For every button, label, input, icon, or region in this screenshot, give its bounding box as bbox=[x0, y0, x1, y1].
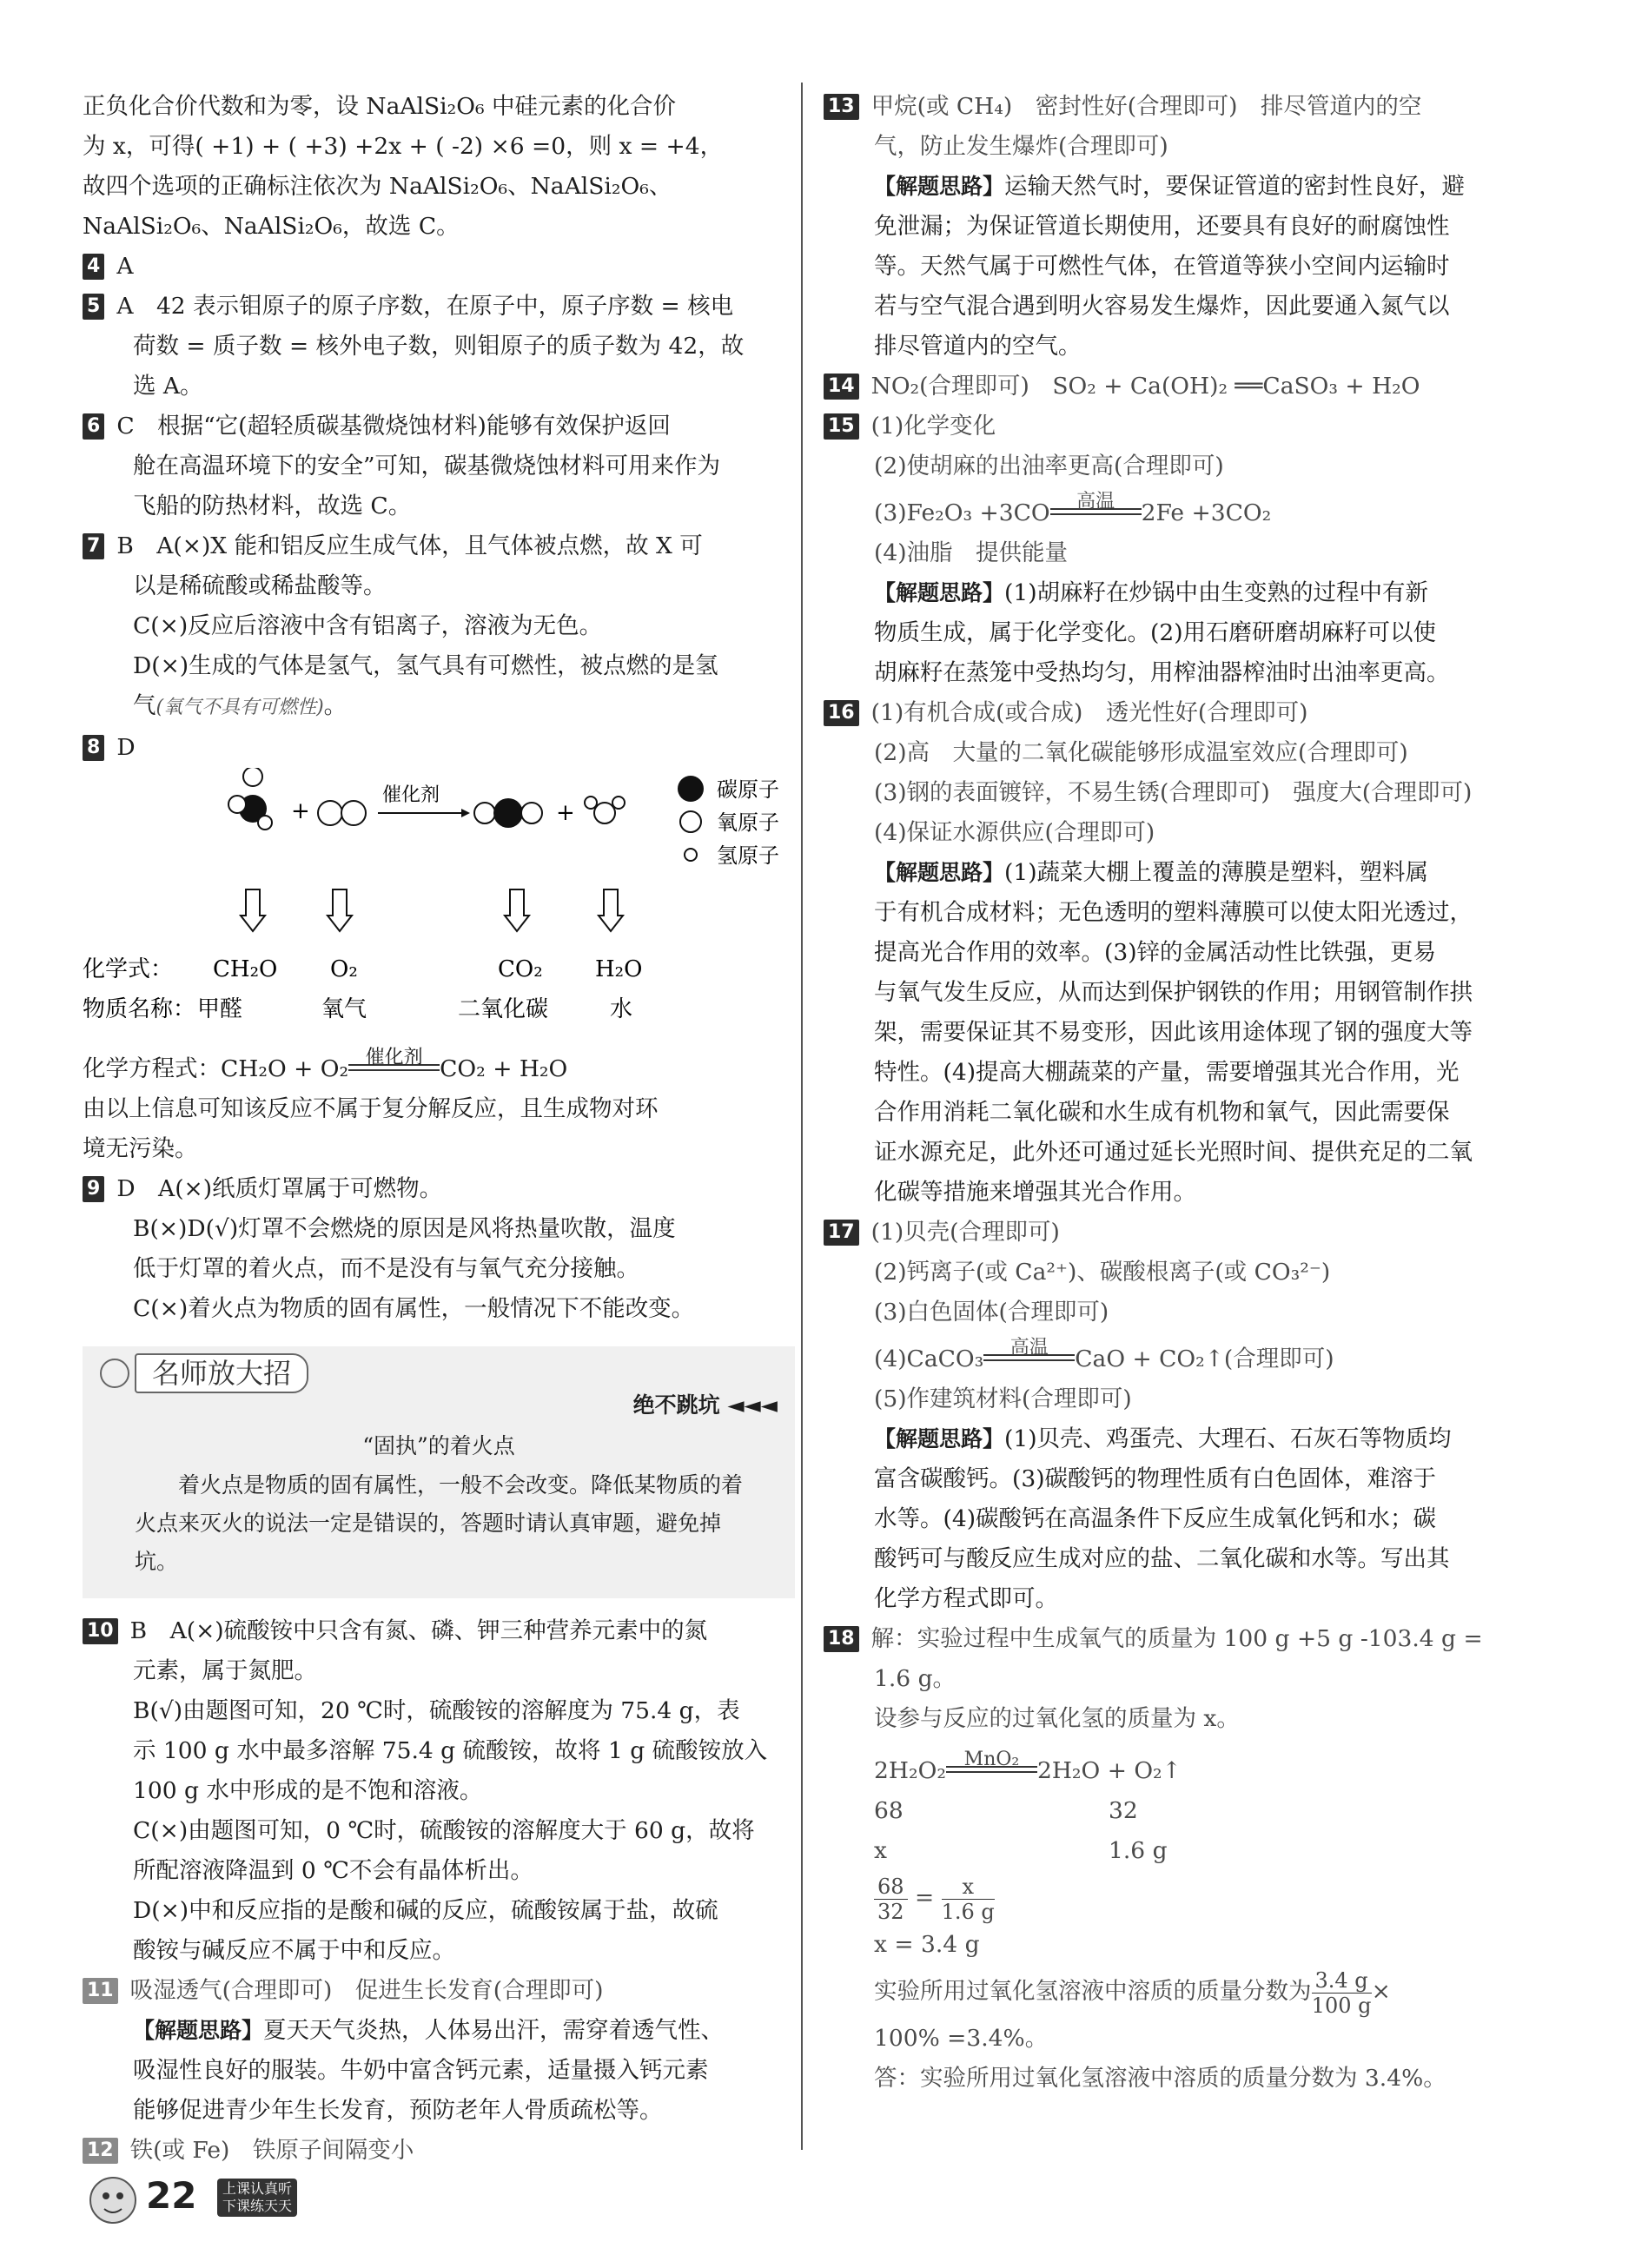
q13-text: 若与空气混合遇到明火容易发生爆炸，因此要通入氮气以 bbox=[874, 293, 1450, 320]
q15-text: 【解题思路】(1)胡麻籽在炒锅中由生变熟的过程中有新 bbox=[874, 579, 1429, 606]
q16-text: (3)钢的表面镀锌，不易生锈(合理即可) 强度大(合理即可) bbox=[874, 779, 1473, 806]
oxygen-atom bbox=[521, 803, 542, 823]
answer-text: B A(×)硫酸铵中只含有氮、磷、钾三种营养元素中的氮 bbox=[129, 1617, 708, 1644]
q10-text: 酸铵与碱反应不属于中和反应。 bbox=[133, 1937, 455, 1964]
question-number: 15 bbox=[824, 413, 859, 440]
handwritten-note: (氧气不具有可燃性) bbox=[156, 697, 324, 718]
answer-text: (1)贝壳(合理即可) bbox=[870, 1219, 1060, 1246]
q10-text: 元素，属于氮肥。 bbox=[133, 1657, 317, 1684]
q11-text: 能够促进青少年生长发育，预防老年人骨质疏松等。 bbox=[133, 2097, 663, 2124]
q10-text: B(√)由题图可知，20 ℃时，硫酸铵的溶解度为 75.4 g，表 bbox=[133, 1697, 740, 1724]
plus-sign: + bbox=[556, 800, 575, 826]
q17-text: (3)白色固体(合理即可) bbox=[874, 1299, 1109, 1326]
q9-text: 低于灯罩的着火点，而不是没有与氧气充分接触。 bbox=[133, 1255, 639, 1282]
oxygen-atom bbox=[318, 801, 342, 825]
q13-text: 免泄漏；为保证管道长期使用，还要具有良好的耐腐蚀性 bbox=[874, 213, 1450, 240]
q18-text: x = 3.4 g bbox=[874, 1931, 980, 1958]
name-label: 物质名称： bbox=[83, 996, 196, 1022]
answer-text: D bbox=[116, 734, 136, 761]
q17-answer bbox=[824, 1213, 1529, 1253]
q13-text: 气，防止发生爆炸(合理即可) bbox=[874, 133, 1168, 160]
q13-answer bbox=[824, 87, 1529, 127]
reaction-diagram bbox=[83, 768, 791, 1028]
question-number: 18 bbox=[824, 1626, 859, 1652]
hydrogen-atom bbox=[258, 816, 272, 830]
catalyst-label: 催化剂 bbox=[382, 784, 440, 806]
q15-answer bbox=[824, 407, 1529, 446]
legend-carbon: 碳原子 bbox=[717, 777, 779, 802]
q5-text: 选 A。 bbox=[133, 373, 203, 400]
tip-tag: 绝不跳坑 ◄◄◄ bbox=[632, 1392, 778, 1418]
equation-condition: 高温 bbox=[1009, 1337, 1049, 1359]
q13-text: 【解题思路】运输天然气时，要保证管道的密封性良好，避 bbox=[874, 173, 1466, 200]
reaction-arrowhead bbox=[461, 809, 470, 817]
question-number: 17 bbox=[824, 1220, 859, 1246]
q17-text: 化学方程式即可。 bbox=[874, 1585, 1058, 1612]
q6-text: 舱在高温环境下的安全”可知，碳基微烧蚀材料可用来作为 bbox=[133, 453, 721, 479]
q17-text: (2)钙离子(或 Ca²⁺)、碳酸根离子(或 CO₃²⁻) bbox=[874, 1259, 1331, 1286]
question-number: 14 bbox=[824, 374, 859, 400]
formula-ch2o: CH₂O bbox=[213, 956, 278, 982]
question-number: 16 bbox=[824, 700, 859, 726]
q18-text: 答：实验所用过氧化氢溶液中溶质的质量分数为 3.4%。 bbox=[874, 2065, 1446, 2092]
q10-text: D(×)中和反应指的是酸和碱的反应，硫酸铵属于盐，故硫 bbox=[133, 1897, 718, 1924]
legend-oxygen: 氧原子 bbox=[717, 810, 779, 835]
equation-arrow bbox=[946, 1749, 1037, 1773]
fraction: $\frac{x}{1.6 g}$ bbox=[941, 1874, 995, 1924]
q17-equation: (4)CaCO₃ 高温 CaO + CO₂↑(合理即可) bbox=[824, 1339, 1529, 1379]
q3-text: 为 x，可得( +1) + ( +3) +2x + ( -2) ×6 =0，则 x = +4， bbox=[83, 133, 724, 160]
q10-text: C(×)由题图可知，0 ℃时，硫酸铵的溶解度大于 60 g，故将 bbox=[133, 1817, 755, 1844]
q16-text: 【解题思路】(1)蔬菜大棚上覆盖的薄膜是塑料，塑料属 bbox=[874, 859, 1429, 886]
equation-arrow bbox=[1050, 491, 1142, 515]
tip-box bbox=[83, 1346, 795, 1598]
q17-text: 【解题思路】(1)贝壳、鸡蛋壳、大理石、石灰石等物质均 bbox=[874, 1425, 1452, 1452]
q18-text: 设参与反应的过氧化氢的质量为 x。 bbox=[874, 1705, 1240, 1732]
reasoning-heading: 【解题思路】 bbox=[874, 860, 1005, 885]
q16-text: 架，需要保证其不易变形，因此该用途体现了钢的强度大等 bbox=[874, 1019, 1473, 1046]
answer-text: B A(×)X 能和铝反应生成气体，且气体被点燃，故 X 可 bbox=[116, 532, 703, 559]
name-water: 水 bbox=[610, 996, 633, 1022]
answer-text: A bbox=[116, 253, 134, 280]
q16-text: 合作用消耗二氧化碳和水生成有机物和氧气，因此需要保 bbox=[874, 1099, 1450, 1126]
equation-condition: MnO₂ bbox=[963, 1749, 1020, 1770]
formula-h2o: H₂O bbox=[595, 956, 643, 982]
q13-text: 排尽管道内的空气。 bbox=[874, 333, 1082, 360]
q6-text: 飞船的防热材料，故选 C。 bbox=[133, 493, 412, 519]
equation-condition: 催化剂 bbox=[365, 1047, 423, 1068]
q18-ratio-row: 68 32 bbox=[874, 1797, 1138, 1824]
oxygen-atom bbox=[594, 803, 615, 823]
q11-text: 吸湿性良好的服装。牛奶中富含钙元素，适量摄入钙元素 bbox=[133, 2057, 709, 2084]
q15-equation: (3)Fe₂O₃ +3CO 高温 2Fe +3CO₂ bbox=[824, 493, 1529, 533]
q18-text: 1.6 g。 bbox=[874, 1665, 957, 1692]
q16-text: 化碳等措施来增强其光合作用。 bbox=[874, 1179, 1196, 1206]
answer-text: A 42 表示钼原子的原子序数，在原子中，原子序数 = 核电 bbox=[116, 293, 734, 320]
q18-proportion: $\frac{68}{32}$ = $\frac{x}{1.6 g}$ bbox=[824, 1871, 1529, 1925]
question-number: 8 bbox=[83, 735, 104, 761]
tip-title: 名师放大招 bbox=[135, 1353, 308, 1393]
oxygen-atom bbox=[228, 796, 246, 813]
q11-answer bbox=[83, 1971, 791, 2011]
q18-equation: 2H₂O₂ MnO₂ 2H₂O + O₂↑ bbox=[824, 1751, 1529, 1791]
down-arrow-icon bbox=[599, 889, 623, 931]
q3-text: NaAlSi₂O₆、NaAlSi₂O₆，故选 C。 bbox=[83, 213, 460, 240]
page-number: 22 bbox=[146, 2174, 197, 2217]
q4-answer bbox=[83, 247, 791, 287]
answer-text: 铁(或 Fe) 铁原子间隔变小 bbox=[129, 2137, 414, 2164]
q7-text: 气(氧气不具有可燃性)。 bbox=[133, 692, 348, 719]
footer-slogan bbox=[217, 2179, 297, 2217]
q7-text: C(×)反应后溶液中含有铝离子，溶液为无色。 bbox=[133, 612, 603, 639]
hydrogen-atom bbox=[612, 797, 625, 809]
answer-text: C 根据“它(超轻质碳基微烧蚀材料)能够有效保护返回 bbox=[116, 413, 671, 440]
q10-text: 100 g 水中形成的是不饱和溶液。 bbox=[133, 1777, 483, 1804]
question-number: 5 bbox=[83, 294, 104, 320]
q16-text: (2)高 大量的二氧化碳能够形成温室效应(合理即可) bbox=[874, 739, 1408, 766]
q8-answer bbox=[83, 728, 791, 768]
equation-arrow bbox=[983, 1337, 1075, 1361]
q7-text: D(×)生成的气体是氢气，氢气具有可燃性，被点燃的是氢 bbox=[133, 652, 718, 679]
answer-text: (1)化学变化 bbox=[870, 413, 996, 440]
legend-hydrogen: 氢原子 bbox=[717, 843, 779, 868]
q3-text: 正负化合价代数和为零，设 NaAlSi₂O₆ 中硅元素的化合价 bbox=[83, 93, 677, 120]
legend-carbon-icon bbox=[678, 776, 704, 802]
answer-text: NO₂(合理即可) SO₂ + Ca(OH)₂ ══CaSO₃ + H₂O bbox=[870, 373, 1420, 400]
q10-answer bbox=[83, 1611, 791, 1651]
mascot-logo-icon bbox=[83, 2161, 143, 2239]
q15-text: (4)油脂 提供能量 bbox=[874, 539, 1069, 566]
oxygen-atom bbox=[341, 801, 366, 825]
q11-text: 【解题思路】夏天天气炎热，人体易出汗，需穿着透气性、 bbox=[133, 2017, 725, 2044]
q18-ratio-row: x 1.6 g bbox=[874, 1837, 1168, 1864]
right-column bbox=[824, 87, 1529, 2099]
q17-text: 富含碳酸钙。(3)碳酸钙的物理性质有白色固体，难溶于 bbox=[874, 1465, 1437, 1492]
name-oxygen: 氧气 bbox=[321, 996, 367, 1022]
left-column bbox=[83, 87, 791, 1329]
reasoning-heading: 【解题思路】 bbox=[133, 2018, 264, 2043]
q17-text: (5)作建筑材料(合理即可) bbox=[874, 1385, 1132, 1412]
tip-badge-icon bbox=[100, 1359, 129, 1388]
q16-answer bbox=[824, 693, 1529, 733]
name-formaldehyde: 甲醛 bbox=[197, 996, 243, 1022]
question-number: 6 bbox=[83, 413, 104, 440]
q8-text: 由以上信息可知该反应不属于复分解反应，且生成物对环 bbox=[83, 1095, 659, 1122]
plus-sign: + bbox=[291, 798, 310, 824]
tip-body: 着火点是物质的固有属性，一般不会改变。降低某物质的着火点来灭火的说法一定是错误的，答题时请认真审题，避免掉坑。 bbox=[135, 1472, 744, 1574]
legend-oxygen-icon bbox=[680, 811, 701, 832]
q17-text: 水等。(4)碳酸钙在高温条件下反应生成氧化钙和水；碳 bbox=[874, 1505, 1437, 1532]
formula-label: 化学式： bbox=[83, 956, 174, 982]
q14-answer bbox=[824, 367, 1529, 407]
reasoning-heading: 【解题思路】 bbox=[874, 174, 1005, 199]
fraction: $\frac{3.4 g}{100 g}$ bbox=[1311, 1967, 1372, 2018]
q18-answer bbox=[824, 1619, 1529, 1659]
fraction: $\frac{68}{32}$ bbox=[874, 1875, 908, 1924]
question-number: 12 bbox=[83, 2138, 118, 2164]
q5-text: 荷数 = 质子数 = 核外电子数，则钼原子的质子数为 42，故 bbox=[133, 333, 745, 360]
question-number: 4 bbox=[83, 254, 104, 280]
answer-text: 解：实验过程中生成氧气的质量为 100 g +5 g -103.4 g = bbox=[870, 1625, 1483, 1652]
molecule-diagram bbox=[83, 768, 791, 1028]
oxygen-atom bbox=[474, 803, 495, 823]
question-number: 9 bbox=[83, 1176, 104, 1202]
q15-text: 胡麻籽在蒸笼中受热均匀，用榨油器榨油时出油率更高。 bbox=[874, 659, 1450, 686]
q16-text: (4)保证水源供应(合理即可) bbox=[874, 819, 1155, 846]
equation-arrow bbox=[348, 1047, 440, 1071]
q7-text: 以是稀硫酸或稀盐酸等。 bbox=[133, 572, 387, 599]
formula-co2: CO₂ bbox=[498, 956, 543, 982]
tip-subtitle: “固执”的着火点 bbox=[362, 1433, 515, 1458]
left-column-lower bbox=[83, 1611, 791, 2171]
q7-answer bbox=[83, 526, 791, 566]
q15-text: (2)使胡麻的出油率更高(合理即可) bbox=[874, 453, 1224, 479]
column-divider bbox=[801, 83, 803, 2150]
equation-condition: 高温 bbox=[1076, 491, 1115, 512]
reasoning-heading: 【解题思路】 bbox=[874, 580, 1005, 605]
down-arrow-icon bbox=[505, 889, 529, 931]
q16-text: 于有机合成材料；无色透明的塑料薄膜可以使太阳光透过， bbox=[874, 899, 1473, 926]
q6-answer bbox=[83, 407, 791, 446]
q16-text: 与氧气发生反应，从而达到保护钢铁的作用；用钢管制作拱 bbox=[874, 979, 1473, 1006]
name-co2: 二氧化碳 bbox=[458, 996, 549, 1022]
q13-text: 等。天然气属于可燃性气体，在管道等狭小空间内运输时 bbox=[874, 253, 1450, 280]
q16-text: 提高光合作用的效率。(3)锌的金属活动性比铁强，更易 bbox=[874, 939, 1437, 966]
q10-text: 所配溶液降温到 0 ℃不会有晶体析出。 bbox=[133, 1857, 533, 1884]
q9-answer bbox=[83, 1169, 791, 1209]
carbon-atom bbox=[493, 798, 523, 828]
q3-text: 故四个选项的正确标注依次为 NaAlSi₂O₆、NaAlSi₂O₆、 bbox=[83, 173, 672, 200]
answer-text: 甲烷(或 CH₄) 密封性好(合理即可) 排尽管道内的空 bbox=[870, 93, 1422, 120]
legend-hydrogen-icon bbox=[685, 849, 697, 861]
q12-answer bbox=[83, 2131, 791, 2171]
formula-o2: O₂ bbox=[330, 956, 358, 982]
q15-text: 物质生成，属于化学变化。(2)用石磨研磨胡麻籽可以使 bbox=[874, 619, 1437, 646]
down-arrow-icon bbox=[328, 889, 352, 931]
footer-slogan-line: 上课认真听 bbox=[222, 2180, 293, 2197]
q8-text: 境无污染。 bbox=[83, 1135, 198, 1162]
hydrogen-atom bbox=[585, 797, 597, 809]
hydrogen-atom bbox=[243, 768, 262, 786]
q17-text: 酸钙可与酸反应生成对应的盐、二氧化碳和水等。写出其 bbox=[874, 1545, 1450, 1572]
down-arrows bbox=[241, 889, 623, 931]
question-number: 13 bbox=[824, 94, 859, 120]
question-number: 7 bbox=[83, 533, 104, 559]
answer-text: 吸湿透气(合理即可) 促进生长发育(合理即可) bbox=[129, 1977, 604, 2004]
q5-answer bbox=[83, 287, 791, 327]
footer-slogan-line: 下课练天天 bbox=[222, 2198, 293, 2214]
q9-text: B(×)D(√)灯罩不会燃烧的原因是风将热量吹散，温度 bbox=[133, 1215, 676, 1242]
q18-text: 实验所用过氧化氢溶液中溶质的质量分数为 $\frac{3.4 g}{100 g}$ × bbox=[874, 1967, 1391, 2018]
question-number: 11 bbox=[83, 1978, 118, 2004]
answer-text: (1)有机合成(或合成) 透光性好(合理即可) bbox=[870, 699, 1308, 726]
reasoning-heading: 【解题思路】 bbox=[874, 1426, 1005, 1451]
q16-text: 证水源充足，此外还可通过延长光照时间、提供充足的二氧 bbox=[874, 1139, 1473, 1166]
q10-text: 示 100 g 水中最多溶解 75.4 g 硫酸铵，故将 1 g 硫酸铵放入 bbox=[133, 1737, 768, 1764]
answer-text: D A(×)纸质灯罩属于可燃物。 bbox=[116, 1175, 443, 1202]
q8-equation: 化学方程式：CH₂O + O₂ 催化剂 CO₂ + H₂O bbox=[83, 1049, 791, 1089]
down-arrow-icon bbox=[241, 889, 265, 931]
q18-text: 100% =3.4%。 bbox=[874, 2025, 1049, 2052]
question-number: 10 bbox=[83, 1618, 118, 1644]
q9-text: C(×)着火点为物质的固有属性，一般情况下不能改变。 bbox=[133, 1295, 695, 1322]
q16-text: 特性。(4)提高大棚蔬菜的产量，需要增强其光合作用，光 bbox=[874, 1059, 1460, 1086]
